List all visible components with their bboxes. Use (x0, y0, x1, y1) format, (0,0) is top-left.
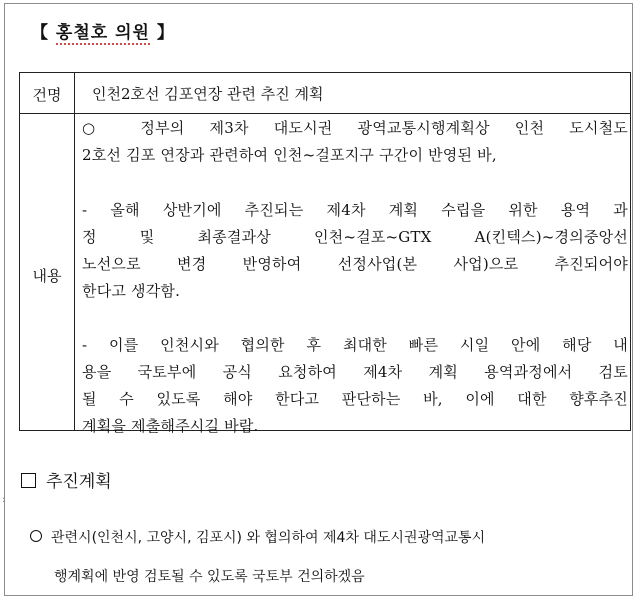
plan-heading-text: 추진계획 (46, 472, 112, 492)
table-column-divider (74, 73, 75, 430)
content-line: 한다고 생각함. (82, 282, 181, 300)
content-line: 계획을 제출해주시길 바람. (82, 417, 259, 435)
plan-item (30, 527, 485, 547)
subject-label: 건명 (32, 86, 62, 104)
member-name: 홍철호 의원 (55, 23, 150, 43)
content-line: - 이를 인천시와 협의한 후 최대한 빠른 시일 안에 해당 내 (82, 336, 628, 354)
plan-item-text: 관련시(인천시, 고양시, 김포시) 와 협의하여 제4차 대도시권광역교통시 (51, 530, 486, 546)
content-line: 될 수 있도록 해야 한다고 판단하는 바, 이에 대한 향후추진 (82, 390, 628, 408)
content-line: ○ 정부의 제3차 대도시권 광역교통시행계획상 인천 도시철도 (82, 119, 628, 137)
content-line: - 올해 상반기에 추진되는 제4차 계획 수립을 위한 용역 과 (82, 201, 628, 219)
title-bracket-close: 】 (156, 23, 175, 43)
subject-value: 인천2호선 김포연장 관련 추진 계획 (92, 85, 324, 103)
title-bracket-open: 【 (31, 23, 49, 43)
margin-mark: : (2, 494, 6, 505)
content-label: 내용 (32, 267, 62, 285)
plan-item-continuation: 행계획에 반영 검토될 수 있도록 국토부 건의하겠음 (54, 569, 365, 585)
page-title (31, 18, 175, 43)
content-line: 정 및 최종결과상 인천~걸포~GTX A(킨텍스)~경의중앙선 (82, 228, 628, 246)
content-line: 2호선 김포 연장과 관련하여 인천~걸포지구 구간이 반영된 바, (82, 146, 497, 164)
table-row-divider (20, 113, 630, 114)
bullet-circle-icon (30, 530, 42, 542)
info-table (19, 72, 631, 435)
checkbox-square-icon (21, 473, 36, 488)
plan-heading (21, 467, 112, 492)
content-line: 용을 국토부에 공식 요청하여 제4차 계획 용역과정에서 검토 (82, 363, 628, 381)
content-line: 노선으로 변경 반영하여 선정사업(본 사업)으로 추진되어야 (82, 255, 628, 273)
